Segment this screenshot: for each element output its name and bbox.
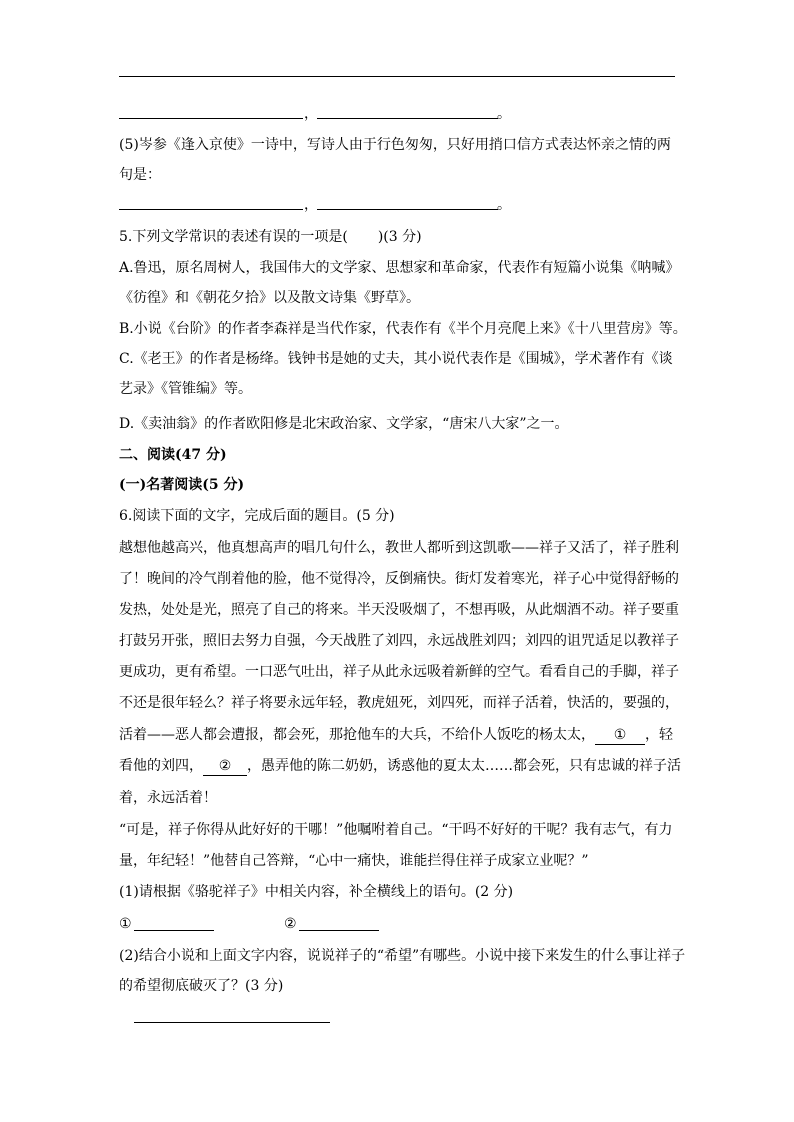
q5-stem [119, 222, 675, 252]
passage-line: 越想他越高兴，他真想高声的唱几句什么，教世人都听到这凯歌——祥子又活了，祥子胜利 [119, 540, 679, 556]
answer-comma: ， [304, 197, 318, 213]
q4-5-stem-line2: 句是： [119, 167, 161, 183]
q5-option-a-line1: A.鲁迅，原名周树人，我国伟大的文学家、思想家和革命家，代表作有短篇小说集《呐喊》 [119, 260, 680, 276]
passage-line: 不还是很年轻么？祥子将要永远年轻，教虎妞死，刘四死，而祥子活着，快活的，要强的， [119, 695, 679, 711]
q6-sub2-line2: 的希望彻底破灭了？(3 分) [119, 978, 284, 994]
passage-line: 打鼓另开张，照旧去努力自强，今天战胜了刘四，永远战胜刘四；刘四的诅咒适足以教祥子 [119, 633, 679, 649]
answer-line-1[interactable] [134, 930, 214, 931]
answer-line-full [119, 76, 675, 77]
subsection-title: (一)名著阅读(5 分) [119, 477, 245, 493]
passage-line: 发热，处处是光，照亮了自己的将来。半天没吸烟了，不想再吸，从此烟酒不动。祥子要重 [119, 602, 679, 618]
q4-5-stem-line1: (5)岑参《逢入京使》一诗中，写诗人由于行色匆匆，只好用捎口信方式表达怀亲之情的两 [119, 137, 671, 153]
answer-line-right [317, 209, 498, 210]
passage-line: 量，年纪轻！”他替自己答辩，“心中一痛快，谁能拦得住祥子成家立业呢？” [119, 853, 589, 869]
q5-stem-before: 5.下列文学常识的表述有误的一项是( [119, 229, 348, 245]
answer-comma: ， [304, 106, 318, 122]
answer-period: 。 [497, 197, 511, 213]
q6-sub1: (1)请根据《骆驼祥子》中相关内容，补全横线上的语句。(2 分) [119, 884, 514, 900]
q6-stem: 6.阅读下面的文字，完成后面的题目。(5 分) [119, 508, 395, 524]
answer-line-left [119, 209, 303, 210]
answer-period: 。 [497, 106, 511, 122]
answer-label-1: ① [119, 916, 132, 932]
q5-option-c-line1: C.《老王》的作者是杨绛。钱钟书是她的丈夫，其小说代表作是《围城》，学术著作有《谈 [119, 351, 673, 367]
answer-line-left [119, 118, 303, 119]
passage-line: 更成功，更有希望。一口恶气吐出，祥子从此永远吸着新鲜的空气。看看自己的手脚，祥子 [119, 664, 679, 680]
q6-sub2-line1: (2)结合小说和上面文字内容，说说祥子的“希望”有哪些。小说中接下来发生的什么事让祥子 [119, 948, 686, 964]
passage-blank-2[interactable]: ② [203, 757, 247, 776]
q5-option-b: B.小说《台阶》的作者李森祥是当代作家，代表作有《半个月亮爬上来》《十八里营房》等。 [119, 321, 687, 337]
passage-line: 着，永远活着！ [119, 790, 217, 806]
q5-option-d: D.《卖油翁》的作者欧阳修是北宋政治家、文学家，“唐宋八大家”之一。 [119, 416, 569, 432]
passage-line: 了！晚间的冷气削着他的脸，他不觉得冷，反倒痛快。街灯发着寒光，祥子心中觉得舒畅的 [119, 571, 679, 587]
passage-line-with-blank: 看他的刘四， ② ，愚弄他的陈二奶奶，诱惑他的夏太太……都会死，只有忠诚的祥子活 [119, 758, 681, 774]
answer-line[interactable] [134, 1022, 330, 1023]
q5-option-a-line2: 《彷徨》和《朝花夕拾》以及散文诗集《野草》。 [119, 290, 420, 306]
q5-stem-after: )(3 分) [377, 229, 422, 245]
passage-line-with-blank: 活着——恶人都会遭报，都会死，那抢他车的大兵，不给仆人饭吃的杨太太， ① ，轻 [119, 727, 673, 743]
q5-option-c-line2: 艺录》《管锥编》等。 [119, 381, 252, 397]
section-title: 二、阅读(47 分) [119, 447, 227, 463]
passage-blank-1[interactable]: ① [595, 726, 645, 745]
passage-line: “可是，祥子你得从此好好的干哪！”他嘱咐着自己。“干吗不好好的干呢？我有志气，有力 [119, 822, 673, 838]
answer-line-2[interactable] [299, 930, 379, 931]
answer-label-2: ② [284, 916, 297, 932]
answer-line-right [317, 118, 498, 119]
